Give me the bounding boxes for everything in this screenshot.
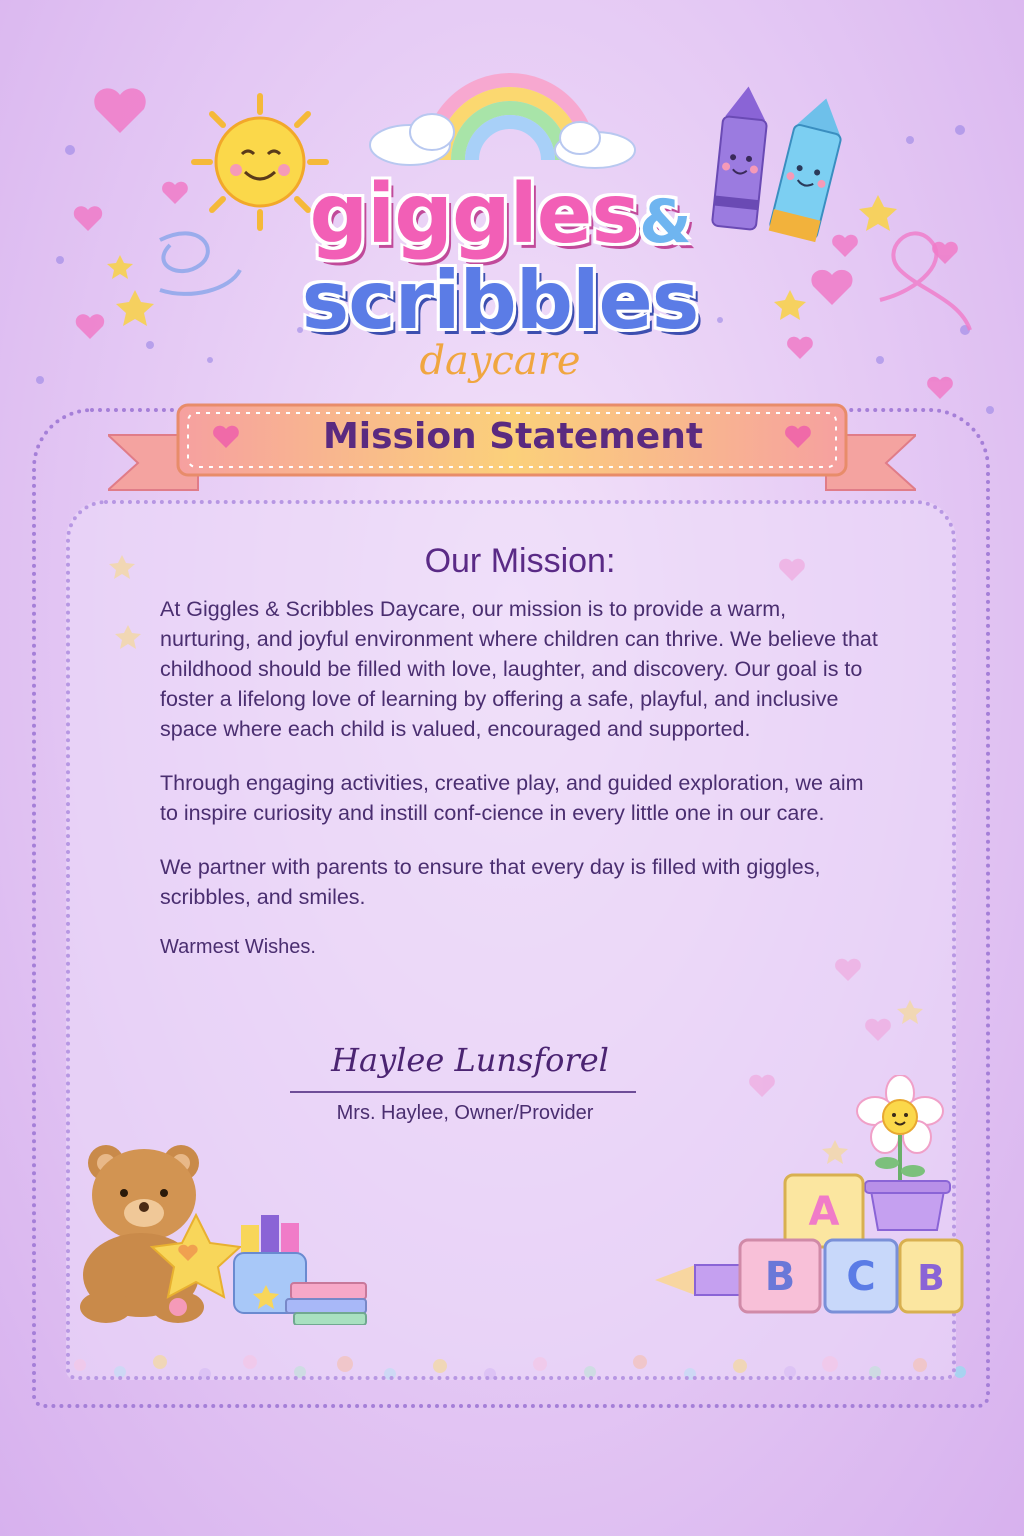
mission-paragraph-2: Through engaging activities, creative play, and guided exploration, we aim to inspire curiosity and instill conf-cience in every little one in our care. xyxy=(160,771,864,825)
block-left xyxy=(740,1240,820,1312)
star-icon xyxy=(859,195,897,231)
handwritten-signature: Haylee Lunsforel xyxy=(331,1041,609,1079)
teddy-bear-icon xyxy=(66,1135,376,1325)
rainbow-icon xyxy=(360,50,660,170)
cloud-icon xyxy=(555,122,635,168)
block-right xyxy=(900,1240,962,1312)
signature-line xyxy=(290,1091,636,1093)
logo-ampersand: & xyxy=(639,187,691,257)
heart-icon xyxy=(76,314,104,339)
banner-title: Mission Statement xyxy=(322,416,704,457)
closing-text: Warmest Wishes. xyxy=(160,936,316,958)
title-banner xyxy=(108,395,916,505)
logo-daycare: daycare xyxy=(419,338,581,384)
daycare-logo xyxy=(180,167,820,390)
mission-content xyxy=(160,540,880,959)
abc-blocks-icon xyxy=(655,1075,965,1315)
block-top xyxy=(785,1175,863,1247)
block-letter-c: C xyxy=(846,1254,876,1300)
mission-paragraph-1: At Giggles & Scribbles Daycare, our mission is to provide a warm, nurturing, and joyful environment where children can thrive. We believe that childhood should be filled with love, laughter, and discovery. Our goal is to foster a lifelong love of learning by offering a safe, playful, and inclusive space where each child is valued, encouraged and supported. xyxy=(160,597,878,741)
block-letter-b: B xyxy=(764,1254,796,1300)
heart-icon xyxy=(94,88,145,133)
signer-name: Mrs. Haylee, Owner/Provider xyxy=(336,1102,594,1124)
flower-icon xyxy=(857,1075,950,1230)
logo-giggles: giggles& xyxy=(309,167,691,262)
block-middle xyxy=(825,1240,897,1312)
block-letter-b-right: B xyxy=(917,1258,945,1299)
cloud-icon xyxy=(370,114,454,165)
logo-scribbles: scribbles xyxy=(301,254,699,347)
mission-paragraph-3: We partner with parents to ensure that every day is filled with giggles, scribbles, and smiles. xyxy=(160,855,821,909)
star-icon xyxy=(116,290,154,326)
block-letter-a: A xyxy=(808,1189,840,1235)
heart-icon xyxy=(927,377,953,399)
heart-icon xyxy=(74,206,102,231)
star-icon xyxy=(107,255,133,279)
mission-heading: Our Mission: xyxy=(424,542,616,580)
